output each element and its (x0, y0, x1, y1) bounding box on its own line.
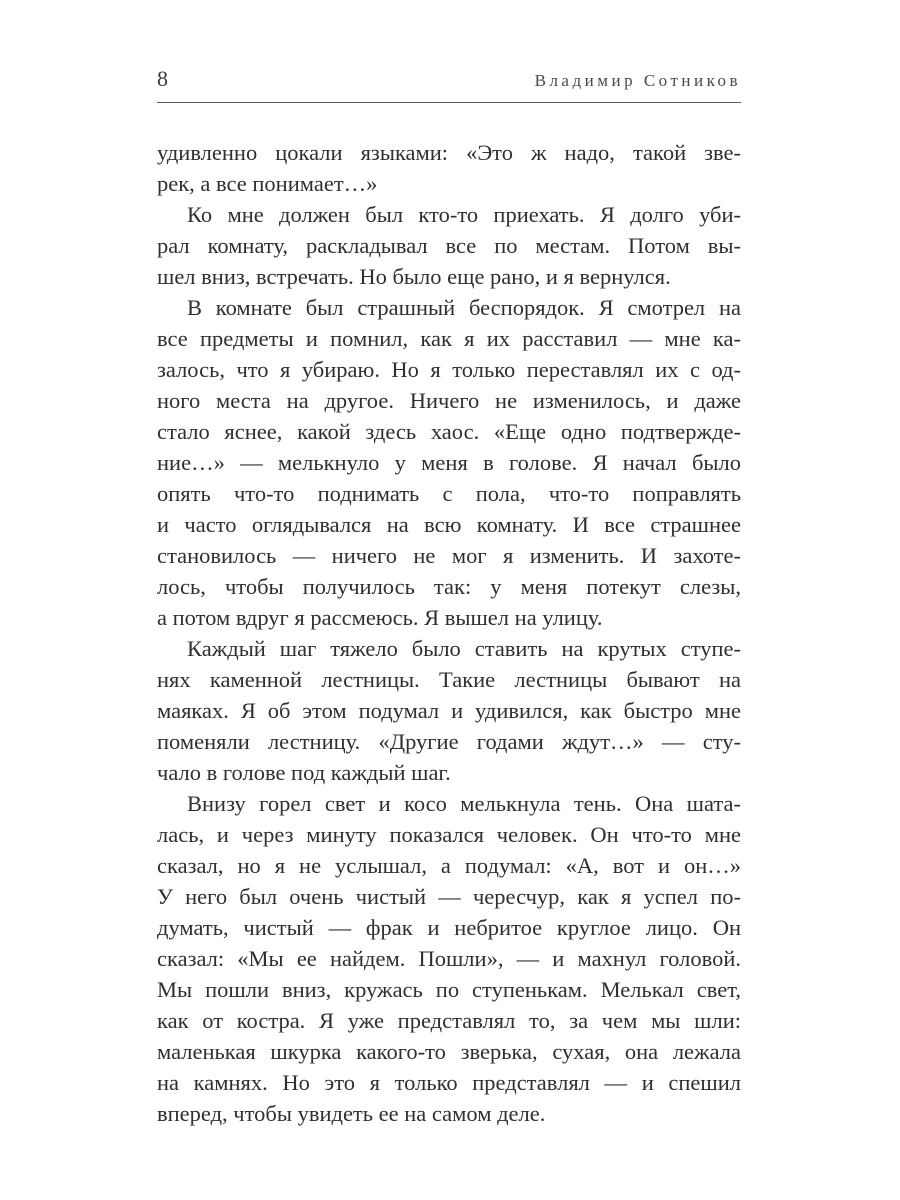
text-line: рал комнату, раскладывал все по местам. Потом вы- (157, 233, 741, 258)
page-header (157, 66, 741, 103)
text-line: на камнях. Но это я только представлял — и спешил (157, 1070, 741, 1095)
text-line: залось, что я убираю. Но я только переставлял их с од- (157, 357, 741, 382)
text-line: рек, а все понимает…» (157, 171, 378, 196)
header-author: Владимир Сотников (534, 71, 741, 90)
text-line: маленькая шкурка какого-то зверька, сухая, она лежала (157, 1039, 741, 1064)
text-line: удивленно цокали языками: «Это ж надо, такой зве- (157, 140, 741, 165)
text-line: ние…» — мелькнуло у меня в голове. Я начал было (157, 450, 741, 475)
text-line: В комнате был страшный беспорядок. Я смотрел на (187, 295, 741, 320)
text-line: Ко мне должен был кто-то приехать. Я долго уби- (187, 202, 741, 227)
text-line: как от костра. Я уже представлял то, за чем мы шли: (157, 1008, 741, 1033)
text-line: лось, чтобы получилось так: у меня потекут слезы, (157, 574, 741, 599)
text-line: нях каменной лестницы. Такие лестницы бывают на (157, 667, 741, 692)
text-line: шел вниз, встречать. Но было еще рано, и я вернулся. (157, 264, 671, 289)
text-line: думать, чистый — фрак и небритое круглое лицо. Он (157, 915, 741, 940)
text-line: все предметы и помнил, как я их расставил — мне ка- (157, 326, 741, 351)
text-line: и часто оглядывался на всю комнату. И все страшнее (157, 512, 741, 537)
text-line: вперед, чтобы увидеть ее на самом деле. (157, 1101, 546, 1126)
text-line: а потом вдруг я рассмеюсь. Я вышел на улицу. (157, 605, 603, 630)
text-line: чало в голове под каждый шаг. (157, 760, 451, 785)
text-line: Каждый шаг тяжело было ставить на крутых ступе- (187, 636, 741, 661)
text-line: лась, и через минуту показался человек. Он что-то мне (157, 822, 741, 847)
text-line: сказал, но я не услышал, а подумал: «А, вот и он…» (157, 853, 741, 878)
text-line: сказал: «Мы ее найдем. Пошли», — и махнул головой. (157, 946, 741, 971)
text-line: ного места на другое. Ничего не изменилось, и даже (157, 388, 741, 413)
page-number: 8 (157, 66, 168, 91)
text-line: стало яснее, какой здесь хаос. «Еще одно подтвержде- (157, 419, 741, 444)
text-line: поменяли лестницу. «Другие годами ждут…» — сту- (157, 729, 741, 754)
text-line: становилось — ничего не мог я изменить. И захоте- (157, 543, 741, 568)
text-line: Внизу горел свет и косо мелькнула тень. Она шата- (187, 791, 741, 816)
text-line: У него был очень чистый — чересчур, как я успел по- (157, 884, 741, 909)
text-line: опять что-то поднимать с пола, что-то поправлять (157, 481, 741, 506)
text-line: Мы пошли вниз, кружась по ступенькам. Мелькал свет, (157, 977, 741, 1002)
page-body (157, 137, 741, 1129)
text-line: маяках. Я об этом подумал и удивился, как быстро мне (157, 698, 741, 723)
